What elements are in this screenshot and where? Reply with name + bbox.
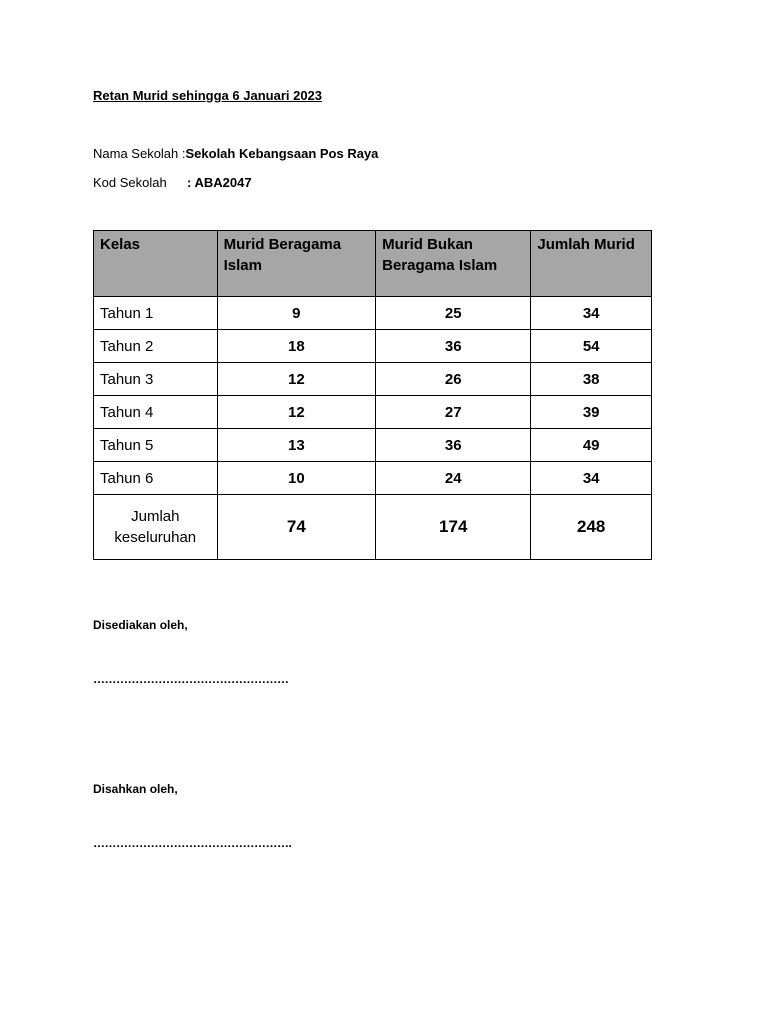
school-code-label: Kod Sekolah: [93, 175, 167, 190]
table-row: [94, 297, 652, 330]
total-label: Jumlah keseluruhan: [94, 495, 218, 560]
cell-kelas: Tahun 5: [94, 429, 218, 462]
header-murid-bukan-islam: Murid Bukan Beragama Islam: [376, 231, 531, 297]
cell-bukan-islam: 36: [376, 330, 531, 363]
header-jumlah-murid: Jumlah Murid: [531, 231, 652, 297]
table-row: [94, 396, 652, 429]
cell-jumlah: 34: [531, 462, 652, 495]
cell-kelas: Tahun 6: [94, 462, 218, 495]
cell-kelas: Tahun 4: [94, 396, 218, 429]
cell-kelas: Tahun 2: [94, 330, 218, 363]
cell-islam: 12: [217, 363, 376, 396]
cell-islam: 9: [217, 297, 376, 330]
cell-islam: 12: [217, 396, 376, 429]
cell-jumlah: 38: [531, 363, 652, 396]
school-name-line: [93, 146, 378, 161]
enrollment-table: [93, 230, 652, 560]
cell-bukan-islam: 27: [376, 396, 531, 429]
total-jumlah: 248: [531, 495, 652, 560]
cell-jumlah: 49: [531, 429, 652, 462]
cell-bukan-islam: 25: [376, 297, 531, 330]
school-name-label: Nama Sekolah :: [93, 146, 186, 161]
cell-bukan-islam: 24: [376, 462, 531, 495]
cell-islam: 18: [217, 330, 376, 363]
total-bukan-islam: 174: [376, 495, 531, 560]
table-header-row: [94, 231, 652, 297]
school-name-value: Sekolah Kebangsaan Pos Raya: [185, 146, 379, 161]
table-row: [94, 330, 652, 363]
prepared-by-label: Disediakan oleh,: [93, 618, 188, 632]
prepared-by-signature-line: ……………………………………………: [93, 672, 289, 686]
cell-kelas: Tahun 1: [94, 297, 218, 330]
cell-islam: 13: [217, 429, 376, 462]
table-row: [94, 429, 652, 462]
cell-jumlah: 39: [531, 396, 652, 429]
header-kelas: Kelas: [94, 231, 218, 297]
table-row: [94, 363, 652, 396]
table-row: [94, 462, 652, 495]
school-code-value: : ABA2047: [187, 175, 252, 190]
header-murid-islam: Murid Beragama Islam: [217, 231, 376, 297]
cell-bukan-islam: 26: [376, 363, 531, 396]
cell-kelas: Tahun 3: [94, 363, 218, 396]
cell-jumlah: 34: [531, 297, 652, 330]
approved-by-signature-line: …………………………………………….: [93, 836, 292, 850]
document-title: Retan Murid sehingga 6 Januari 2023: [93, 88, 323, 103]
school-code-line: [93, 175, 252, 190]
cell-bukan-islam: 36: [376, 429, 531, 462]
cell-islam: 10: [217, 462, 376, 495]
cell-jumlah: 54: [531, 330, 652, 363]
table-total-row: [94, 495, 652, 560]
approved-by-label: Disahkan oleh,: [93, 782, 178, 796]
total-islam: 74: [217, 495, 376, 560]
